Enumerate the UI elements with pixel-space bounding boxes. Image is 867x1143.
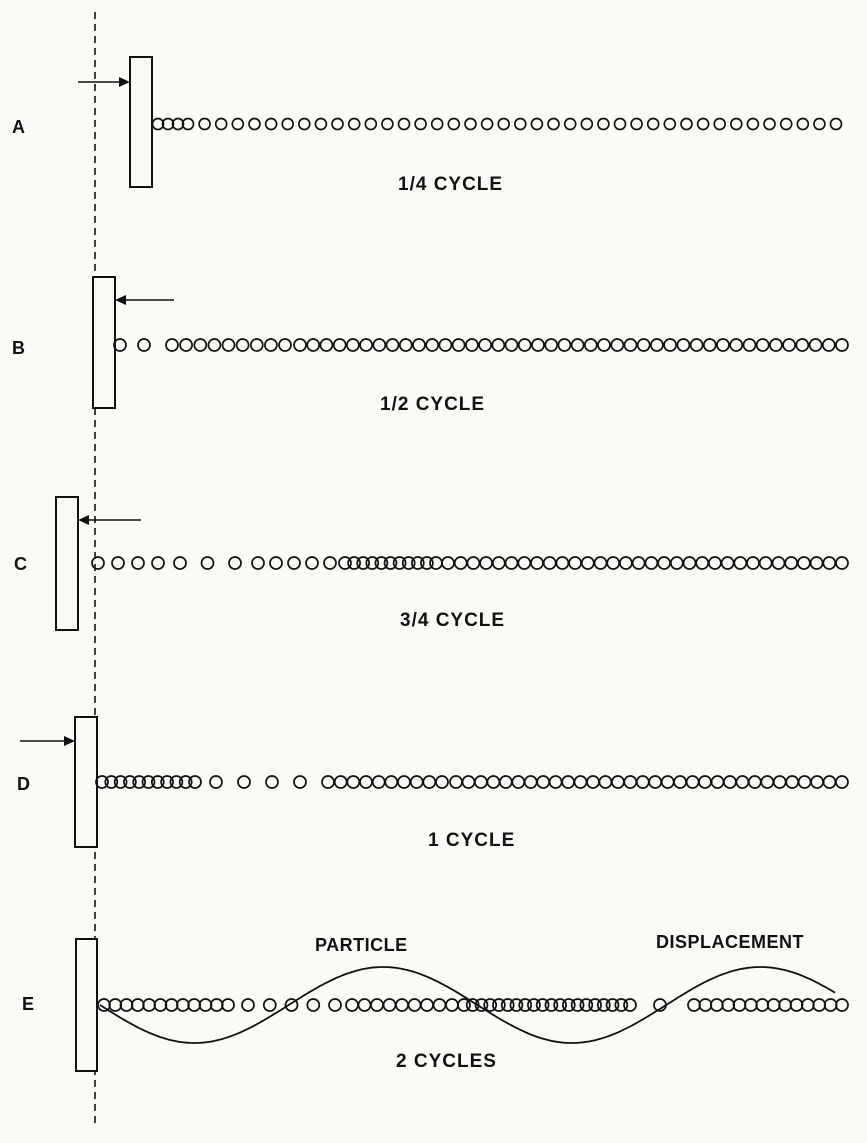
particle-d-55 (824, 776, 836, 788)
particle-b-29 (532, 339, 544, 351)
particle-d-23 (423, 776, 435, 788)
particle-d-13 (266, 776, 278, 788)
particle-a-39 (781, 119, 792, 130)
particle-row-a (153, 119, 842, 130)
particle-a-32 (664, 119, 675, 130)
particle-a-29 (615, 119, 626, 130)
particle-b-24 (466, 339, 478, 351)
particle-c-6 (229, 557, 241, 569)
particle-row-b (114, 339, 848, 351)
particle-b-3 (180, 339, 192, 351)
cycle-label-e: 2 CYCLES (396, 1051, 497, 1072)
particle-d-33 (550, 776, 562, 788)
particle-b-16 (360, 339, 372, 351)
particle-b-45 (744, 339, 756, 351)
particle-c-51 (798, 557, 810, 569)
particle-a-21 (482, 119, 493, 130)
particle-d-54 (811, 776, 823, 788)
particle-b-21 (426, 339, 438, 351)
particle-e-17 (346, 999, 358, 1011)
particle-c-37 (620, 557, 632, 569)
particle-e-54 (768, 999, 780, 1011)
particle-d-28 (487, 776, 499, 788)
particle-c-38 (633, 557, 645, 569)
particle-a-15 (382, 119, 393, 130)
particle-e-49 (711, 999, 723, 1011)
particle-c-33 (569, 557, 581, 569)
particle-c-50 (785, 557, 797, 569)
particle-e-21 (396, 999, 408, 1011)
particle-b-35 (611, 339, 623, 351)
particle-c-30 (531, 557, 543, 569)
cycle-label-c: 3/4 CYCLE (400, 610, 506, 631)
cycle-label-d: 1 CYCLE (428, 830, 516, 851)
particle-e-2 (121, 999, 133, 1011)
particle-b-37 (638, 339, 650, 351)
particle-a-22 (498, 119, 509, 130)
particle-b-38 (651, 339, 663, 351)
particle-e-8 (188, 999, 200, 1011)
particle-d-43 (674, 776, 686, 788)
arrow-icon-b (115, 295, 174, 305)
particle-e-12 (242, 999, 254, 1011)
particle-b-51 (823, 339, 835, 351)
particle-b-9 (265, 339, 277, 351)
particle-b-5 (208, 339, 220, 351)
particle-e-20 (384, 999, 396, 1011)
particle-d-22 (411, 776, 423, 788)
particle-e-1 (109, 999, 121, 1011)
particle-e-10 (211, 999, 223, 1011)
piston-c (56, 497, 78, 630)
particle-e-3 (132, 999, 144, 1011)
particle-e-19 (371, 999, 383, 1011)
particle-c-54 (836, 557, 848, 569)
particle-d-36 (587, 776, 599, 788)
particle-c-32 (556, 557, 568, 569)
particle-b-48 (783, 339, 795, 351)
particle-b-42 (704, 339, 716, 351)
particle-c-8 (270, 557, 282, 569)
particle-d-31 (525, 776, 537, 788)
particle-b-23 (453, 339, 465, 351)
particle-d-44 (687, 776, 699, 788)
arrow-icon-d (20, 736, 75, 746)
particle-d-11 (210, 776, 222, 788)
particle-b-10 (279, 339, 291, 351)
particle-a-9 (282, 119, 293, 130)
particle-d-41 (649, 776, 661, 788)
particle-a-30 (631, 119, 642, 130)
particle-a-27 (581, 119, 592, 130)
particle-a-5 (216, 119, 227, 130)
particle-b-50 (810, 339, 822, 351)
particle-d-51 (774, 776, 786, 788)
particle-a-41 (814, 119, 825, 130)
particle-e-50 (722, 999, 734, 1011)
particle-c-22 (430, 557, 442, 569)
particle-row-c (92, 557, 848, 569)
particle-c-28 (506, 557, 518, 569)
arrow-icon-a (78, 77, 130, 87)
particle-c-31 (544, 557, 556, 569)
particle-e-25 (446, 999, 458, 1011)
particle-b-1 (138, 339, 150, 351)
particle-d-56 (836, 776, 848, 788)
particle-e-4 (143, 999, 155, 1011)
particle-c-10 (306, 557, 318, 569)
particle-b-27 (506, 339, 518, 351)
particle-a-25 (548, 119, 559, 130)
particle-a-17 (415, 119, 426, 130)
particle-e-23 (421, 999, 433, 1011)
particle-a-14 (365, 119, 376, 130)
particle-b-40 (677, 339, 689, 351)
particle-a-13 (349, 119, 360, 130)
particle-d-29 (500, 776, 512, 788)
particle-a-10 (299, 119, 310, 130)
particle-c-27 (493, 557, 505, 569)
particle-a-7 (249, 119, 260, 130)
particle-e-11 (222, 999, 234, 1011)
curve-label-displacement: DISPLACEMENT (656, 932, 805, 952)
particle-b-14 (334, 339, 346, 351)
particle-b-33 (585, 339, 597, 351)
particle-c-53 (823, 557, 835, 569)
particle-d-27 (475, 776, 487, 788)
particle-b-25 (479, 339, 491, 351)
particle-e-53 (756, 999, 768, 1011)
particle-c-39 (645, 557, 657, 569)
particle-c-49 (773, 557, 785, 569)
piston-a (130, 57, 152, 187)
particle-a-40 (797, 119, 808, 130)
particle-e-47 (688, 999, 700, 1011)
particle-d-18 (360, 776, 372, 788)
particle-b-43 (717, 339, 729, 351)
row-letter-a: A (12, 117, 25, 137)
particle-c-48 (760, 557, 772, 569)
particle-d-20 (385, 776, 397, 788)
particle-b-11 (294, 339, 306, 351)
particle-b-18 (387, 339, 399, 351)
particle-b-49 (796, 339, 808, 351)
particle-d-16 (335, 776, 347, 788)
particle-d-21 (398, 776, 410, 788)
piston-e (76, 939, 97, 1071)
particle-d-24 (436, 776, 448, 788)
particle-e-60 (836, 999, 848, 1011)
particle-e-18 (359, 999, 371, 1011)
particle-d-17 (347, 776, 359, 788)
row-letter-e: E (22, 994, 35, 1014)
particle-d-14 (294, 776, 306, 788)
particle-b-46 (757, 339, 769, 351)
particle-c-11 (324, 557, 336, 569)
particle-d-42 (662, 776, 674, 788)
particle-d-12 (238, 776, 250, 788)
particle-b-6 (223, 339, 235, 351)
particle-a-36 (731, 119, 742, 130)
particle-c-45 (722, 557, 734, 569)
particle-d-15 (322, 776, 334, 788)
particle-c-44 (709, 557, 721, 569)
particle-c-42 (684, 557, 696, 569)
particle-b-2 (166, 339, 178, 351)
particle-c-36 (607, 557, 619, 569)
particle-a-26 (565, 119, 576, 130)
particle-a-42 (831, 119, 842, 130)
particle-e-22 (409, 999, 421, 1011)
particle-c-41 (671, 557, 683, 569)
row-letter-b: B (12, 338, 25, 358)
particle-c-5 (202, 557, 214, 569)
particle-a-18 (432, 119, 443, 130)
particle-e-57 (802, 999, 814, 1011)
particle-c-26 (480, 557, 492, 569)
particle-a-16 (399, 119, 410, 130)
particle-a-6 (232, 119, 243, 130)
particle-b-7 (237, 339, 249, 351)
particle-a-20 (465, 119, 476, 130)
particle-b-36 (625, 339, 637, 351)
particle-b-44 (730, 339, 742, 351)
particle-a-28 (598, 119, 609, 130)
particle-e-51 (734, 999, 746, 1011)
particle-c-2 (132, 557, 144, 569)
particle-c-24 (455, 557, 467, 569)
particle-d-52 (786, 776, 798, 788)
particle-b-22 (439, 339, 451, 351)
particle-d-53 (799, 776, 811, 788)
particle-d-19 (373, 776, 385, 788)
particle-e-58 (813, 999, 825, 1011)
particle-c-47 (747, 557, 759, 569)
particle-a-34 (698, 119, 709, 130)
particle-a-37 (747, 119, 758, 130)
particle-e-16 (329, 999, 341, 1011)
particle-d-35 (575, 776, 587, 788)
particle-b-39 (664, 339, 676, 351)
particle-e-5 (154, 999, 166, 1011)
particle-e-6 (166, 999, 178, 1011)
particle-b-13 (320, 339, 332, 351)
particle-c-9 (288, 557, 300, 569)
particle-d-10 (189, 776, 201, 788)
particle-e-59 (825, 999, 837, 1011)
cycle-label-b: 1/2 CYCLE (380, 394, 486, 415)
particle-e-48 (699, 999, 711, 1011)
particle-c-7 (252, 557, 264, 569)
piston-d (75, 717, 97, 847)
particle-b-31 (558, 339, 570, 351)
particle-e-55 (779, 999, 791, 1011)
arrow-icon-c (78, 515, 141, 525)
particle-a-8 (266, 119, 277, 130)
particle-c-46 (734, 557, 746, 569)
particle-a-38 (764, 119, 775, 130)
particle-d-25 (450, 776, 462, 788)
particle-c-3 (152, 557, 164, 569)
particle-b-4 (194, 339, 206, 351)
particle-c-43 (696, 557, 708, 569)
curve-label-particle: PARTICLE (315, 935, 408, 955)
particle-a-19 (448, 119, 459, 130)
particle-c-25 (467, 557, 479, 569)
particle-a-4 (199, 119, 210, 130)
particle-b-41 (691, 339, 703, 351)
particle-e-45 (624, 999, 636, 1011)
particle-c-0 (92, 557, 104, 569)
particle-e-13 (264, 999, 276, 1011)
particle-a-35 (714, 119, 725, 130)
particle-b-8 (251, 339, 263, 351)
particle-b-20 (413, 339, 425, 351)
particle-e-7 (177, 999, 189, 1011)
particle-d-30 (512, 776, 524, 788)
piston-b (93, 277, 115, 408)
particle-c-52 (811, 557, 823, 569)
particle-d-39 (624, 776, 636, 788)
particle-e-56 (791, 999, 803, 1011)
particle-b-19 (400, 339, 412, 351)
particle-c-34 (582, 557, 594, 569)
particle-e-15 (307, 999, 319, 1011)
particle-d-38 (612, 776, 624, 788)
particle-d-48 (736, 776, 748, 788)
particle-row-d (96, 776, 848, 788)
particle-b-34 (598, 339, 610, 351)
particle-c-35 (595, 557, 607, 569)
particle-b-12 (307, 339, 319, 351)
particle-d-50 (761, 776, 773, 788)
particle-d-49 (749, 776, 761, 788)
particle-b-47 (770, 339, 782, 351)
particle-c-40 (658, 557, 670, 569)
particle-row-e (98, 999, 848, 1011)
particle-a-24 (531, 119, 542, 130)
particle-d-40 (637, 776, 649, 788)
particle-d-26 (463, 776, 475, 788)
particle-d-46 (712, 776, 724, 788)
particle-d-32 (537, 776, 549, 788)
particle-d-47 (724, 776, 736, 788)
particle-e-52 (745, 999, 757, 1011)
particle-c-29 (518, 557, 530, 569)
particle-a-23 (515, 119, 526, 130)
particle-a-33 (681, 119, 692, 130)
row-letter-c: C (14, 554, 27, 574)
particle-b-26 (492, 339, 504, 351)
cycle-label-a: 1/4 CYCLE (398, 174, 504, 195)
particle-c-1 (112, 557, 124, 569)
particle-c-4 (174, 557, 186, 569)
particle-e-24 (434, 999, 446, 1011)
particle-b-52 (836, 339, 848, 351)
particle-b-30 (545, 339, 557, 351)
particle-a-31 (648, 119, 659, 130)
particle-b-28 (519, 339, 531, 351)
particle-b-17 (373, 339, 385, 351)
particle-b-32 (572, 339, 584, 351)
particle-d-37 (599, 776, 611, 788)
particle-a-11 (315, 119, 326, 130)
particle-b-15 (347, 339, 359, 351)
particle-d-45 (699, 776, 711, 788)
row-letter-d: D (17, 774, 30, 794)
particle-a-12 (332, 119, 343, 130)
particle-c-23 (442, 557, 454, 569)
particle-d-34 (562, 776, 574, 788)
particle-e-9 (200, 999, 212, 1011)
